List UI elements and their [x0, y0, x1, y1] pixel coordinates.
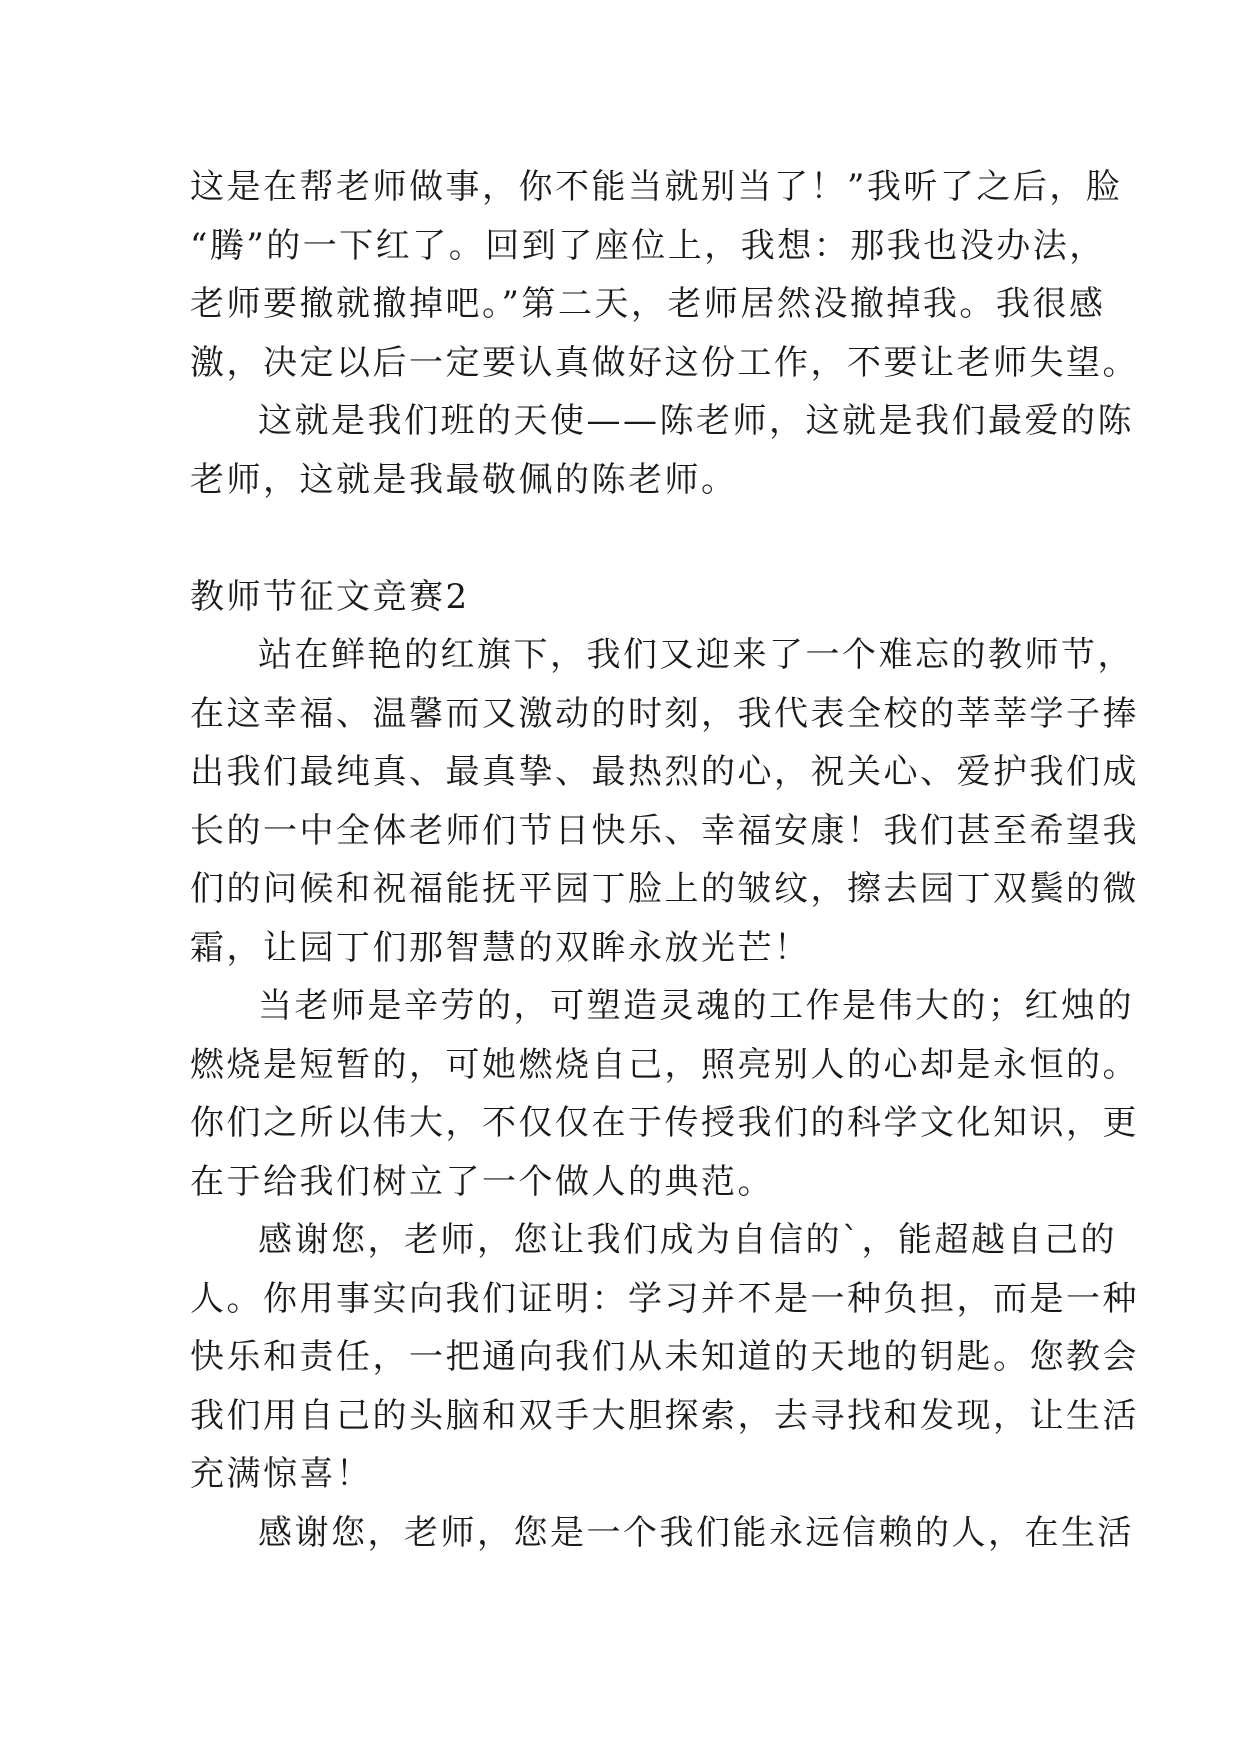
text-line: 霜，让园丁们那智慧的双眸永放光芒！ [190, 927, 811, 968]
text-line: 在于给我们树立了一个做人的典范。 [190, 1161, 774, 1202]
text-line: 在这幸福、温馨而又激动的时刻，我代表全校的莘莘学子捧 [190, 693, 1139, 734]
text-line: “腾”的一下红了。回到了座位上，我想：那我也没办法， [190, 225, 1106, 266]
text-line: 感谢您，老师，您让我们成为自信的`，能超越自己的 [258, 1220, 1117, 1260]
paragraph-1 [190, 626, 1139, 977]
text-line: 当老师是辛劳的，可塑造灵魂的工作是伟大的；红烛的 [258, 986, 1134, 1026]
text-line: 们的问候和祝福能抚平园丁脸上的皱纹，擦去园丁双鬓的微 [190, 869, 1139, 909]
text-line: 人。你用事实向我们证明：学习并不是一种负担，而是一种 [190, 1278, 1139, 1319]
text-line: 我们用自己的头脑和双手大胆探索，去寻找和发现，让生活 [190, 1395, 1139, 1436]
text-line: 感谢您，老师，您是一个我们能永远信赖的人，在生活 [258, 1512, 1134, 1553]
text-line: 你们之所以伟大，不仅仅在于传授我们的科学文化知识，更 [190, 1103, 1139, 1143]
section-title: 教师节征文竞赛2 [190, 576, 470, 617]
document-body [190, 158, 1139, 1562]
text-line: 充满惊喜！ [190, 1454, 373, 1494]
paragraph-3 [190, 1211, 1139, 1504]
text-line: 出我们最纯真、最真挚、最热烈的心，祝关心、爱护我们成 [190, 752, 1139, 792]
text-line: 站在鲜艳的红旗下，我们又迎来了一个难忘的教师节， [258, 635, 1134, 675]
text-line: 这就是我们班的天使——陈老师，这就是我们最爱的陈 [258, 401, 1134, 441]
text-line: 老师，这就是我最敬佩的陈老师。 [190, 459, 738, 500]
text-line: 长的一中全体老师们节日快乐、幸福安康！我们甚至希望我 [190, 810, 1139, 851]
text-line: 激，决定以后一定要认真做好这份工作，不要让老师失望。 [190, 342, 1139, 383]
text-line: 这是在帮老师做事，你不能当就别当了！”我听了之后，脸 [190, 167, 1123, 207]
paragraph-4 [190, 1504, 1134, 1563]
text-line: 快乐和责任，一把通向我们从未知道的天地的钥匙。您教会 [190, 1337, 1139, 1377]
closing-paragraph [190, 392, 1134, 509]
text-line: 老师要撤就撤掉吧。”第二天，老师居然没撤掉我。我很感 [190, 284, 1106, 324]
text-line: 燃烧是短暂的，可她燃烧自己，照亮别人的心却是永恒的。 [190, 1044, 1139, 1085]
section-spacer [190, 509, 1070, 568]
continuation-paragraph [190, 158, 1139, 392]
paragraph-2 [190, 977, 1139, 1211]
